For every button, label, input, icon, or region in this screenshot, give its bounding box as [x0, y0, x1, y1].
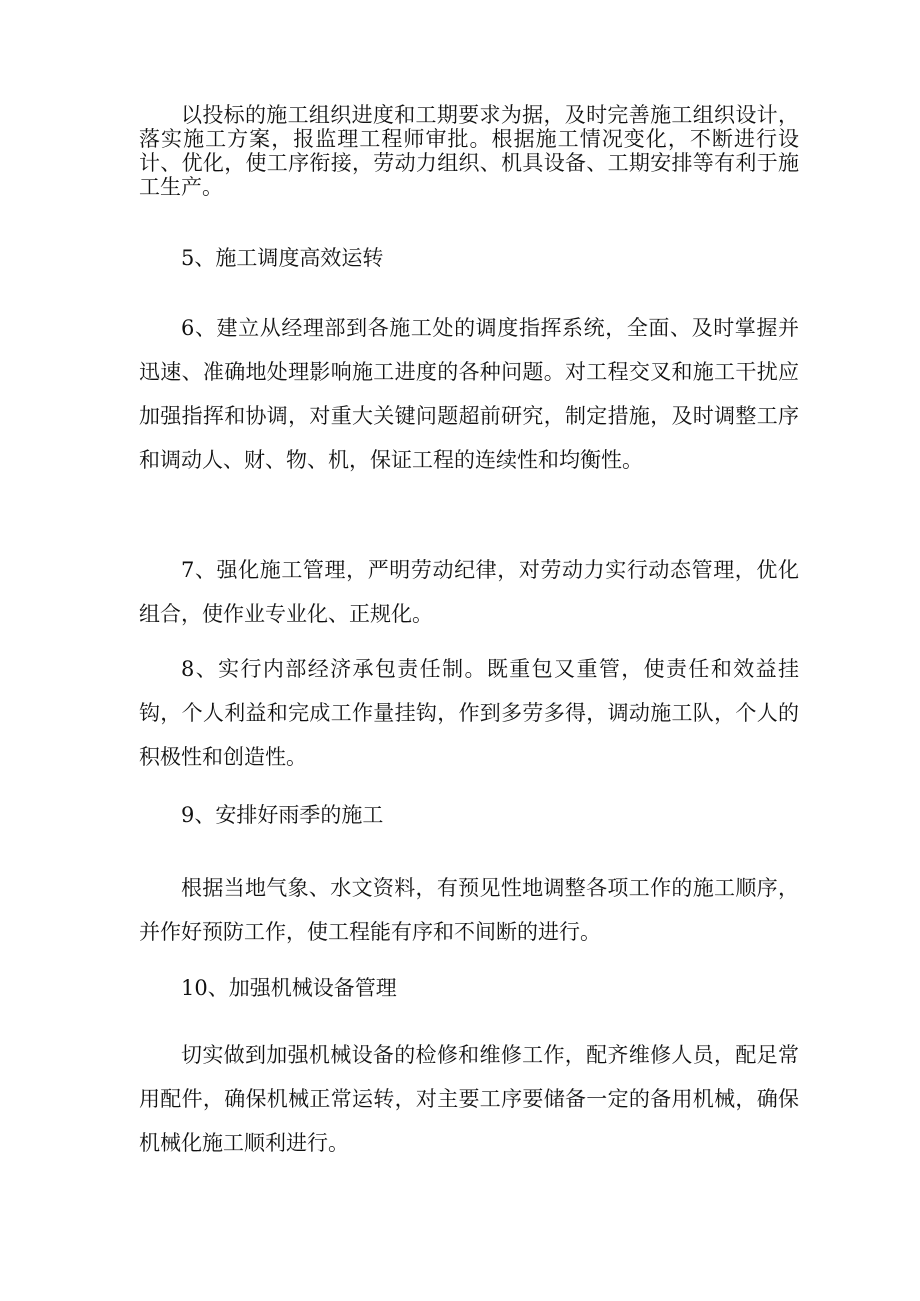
- paragraph-management: 7、强化施工管理，严明劳动纪律，对劳动力实行动态管理，优化组合，使作业专业化、正规化。: [139, 558, 799, 626]
- paragraph-construction-design: 以投标的施工组织进度和工期要求为据，及时完善施工组织设计，落实施工方案，报监理工程师审批。根据施工情况变化，不断进行设计、优化，使工序衔接，劳动力组织、机具设备、工期安排等有利于施工生产。: [139, 103, 799, 199]
- paragraph-machinery: 切实做到加强机械设备的检修和维修工作，配齐维修人员，配足常用配件，确保机械正常运转，对主要工序要储备一定的备用机械，确保机械化施工顺利进行。: [139, 1043, 799, 1155]
- heading-machinery: 10、加强机械设备管理: [181, 976, 397, 1000]
- paragraph-contract-responsibility: 8、实行内部经济承包责任制。既重包又重管，使责任和效益挂钩，个人利益和完成工作量挂钩，作到多劳多得，调动施工队，个人的积极性和创造性。: [139, 657, 799, 769]
- heading-rainy-season: 9、安排好雨季的施工: [181, 803, 384, 827]
- paragraph-dispatch-system: 6、建立从经理部到各施工处的调度指挥系统，全面、及时掌握并迅速、准确地处理影响施工进度的各种问题。对工程交叉和施工干扰应加强指挥和协调，对重大关键问题超前研究，制定措施，及时调整工序和调动人、财、物、机，保证工程的连续性和均衡性。: [139, 316, 799, 472]
- paragraph-rainy-season: 根据当地气象、水文资料，有预见性地调整各项工作的施工顺序，并作好预防工作，使工程能有序和不间断的进行。: [139, 876, 799, 944]
- heading-dispatch: 5、施工调度高效运转: [181, 246, 384, 270]
